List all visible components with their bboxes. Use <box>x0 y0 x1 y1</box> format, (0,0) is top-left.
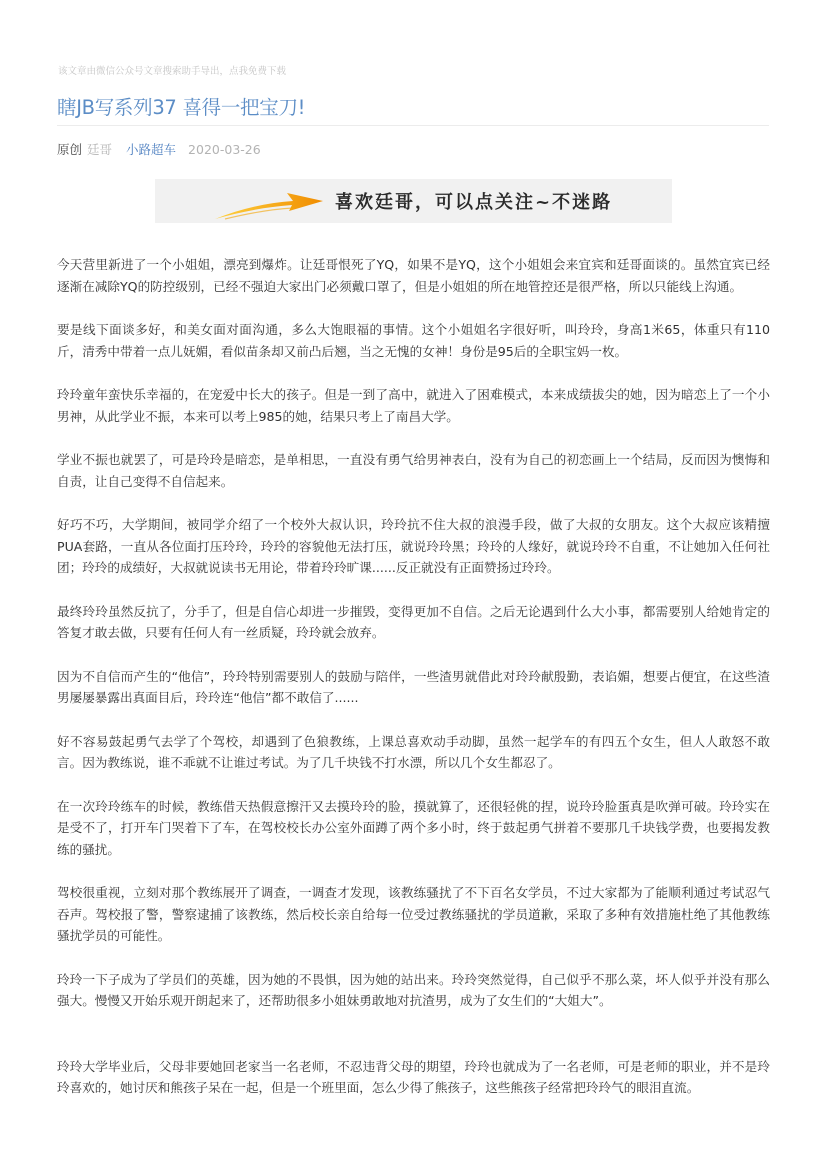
paragraph: 学业不振也就罢了，可是玲玲是暗恋，是单相思，一直没有勇气给男神表白，没有为自己的初恋画上一个结局，反而因为懊悔和自责，让自己变得不自信起来。 <box>57 452 770 489</box>
paragraph: 在一次玲玲练车的时候，教练借天热假意擦汗又去摸玲玲的脸，摸就算了，还很轻佻的捏，说玲玲脸蛋真是吹弹可破。玲玲实在是受不了，打开车门哭着下了车，在驾校校长办公室外面蹲了两个多小时，终于鼓起勇气拼着不要那几千块钱学费，也要揭发教练的骚扰。 <box>57 798 770 857</box>
paragraph: 好巧不巧，大学期间，被同学介绍了一个校外大叔认识，玲玲抗不住大叔的浪漫手段，做了大叔的女朋友。这个大叔应该精擅PUA套路，一直从各位面打压玲玲，玲玲的容貌他无法打压，就说玲玲黑；玲玲的人缘好，就说玲玲不自重，不让她加入任何社团；玲玲的成绩好，大叔就说读书无用论，带着玲玲旷课......反正就没有正面赞扬过玲玲。 <box>57 517 770 575</box>
follow-banner <box>155 179 672 223</box>
title-divider <box>57 125 769 126</box>
paragraph: 玲玲童年蛮快乐幸福的，在宠爱中长大的孩子。但是一到了高中，就进入了困难模式，本来成绩拔尖的她，因为暗恋上了一个小男神，从此学业不振，本来可以考上985的她，结果只考上了南昌大学。 <box>57 387 770 424</box>
paragraph: 玲玲一下子成为了学员们的英雄，因为她的不畏惧，因为她的站出来。玲玲突然觉得，自己似乎不那么菜，坏人似乎并没有那么强大。慢慢又开始乐观开朗起来了，还帮助很多小姐妹勇敢地对抗渣男，成为了女生们的“大姐大”。 <box>57 971 770 1008</box>
original-label: 原创 <box>57 142 83 157</box>
article-title: 瞎JB写系列37 喜得一把宝刀! <box>57 96 306 119</box>
paragraph: 今天营里新进了一个小姐姐，漂亮到爆炸。让廷哥恨死了YQ，如果不是YQ，这个小姐姐会来宜宾和廷哥面谈的。虽然宜宾已经逐渐在减除YQ的防控级别，已经不强迫大家出门必须戴口罩了，但是小姐姐的所在地管控还是很严格，所以只能线上沟通。 <box>57 257 770 294</box>
paragraph: 最终玲玲虽然反抗了，分手了，但是自信心却进一步摧毁，变得更加不自信。之后无论遇到什么大小事，都需要别人给她肯定的答复才敢去做，只要有任何人有一丝质疑，玲玲就会放弃。 <box>57 603 770 640</box>
paragraph: 要是线下面谈多好，和美女面对面沟通，多么大饱眼福的事情。这个小姐姐名字很好听，叫玲玲，身高1米65，体重只有110斤，清秀中带着一点儿妩媚，看似苗条却又前凸后翘，当之无愧的女神！身份是95后的全职宝妈一枚。 <box>57 322 770 359</box>
export-notice-link[interactable]: 该文章由微信公众号文章搜索助手导出，点我免费下载 <box>58 66 287 77</box>
paragraph: 好不容易鼓起勇气去学了个驾校，却遇到了色狼教练，上课总喜欢动手动脚，虽然一起学车的有四五个女生，但人人敢怒不敢言。因为教练说，谁不乖就不让谁过考试。为了几千块钱不打水漂，所以几个女生都忍了。 <box>57 733 770 770</box>
paragraph: 玲玲大学毕业后，父母非要她回老家当一名老师，不忍违背父母的期望，玲玲也就成为了一名老师，可是老师的职业，并不是玲玲喜欢的，她讨厌和熊孩子呆在一起，但是一个班里面，怎么少得了熊孩子，这些熊孩子经常把玲玲气的眼泪直流。 <box>57 1058 770 1095</box>
account-link[interactable]: 小路超车 <box>126 142 177 157</box>
article-meta <box>57 140 261 158</box>
article-body <box>57 254 770 1121</box>
banner-text: 喜欢廷哥，可以点关注~不迷路 <box>335 192 613 213</box>
publish-date: 2020-03-26 <box>188 142 261 157</box>
paragraph: 驾校很重视，立刻对那个教练展开了调查，一调查才发现，该教练骚扰了不下百名女学员，不过大家都为了能顺利通过考试忍气吞声。驾校报了警，警察逮捕了该教练，然后校长亲自给每一位受过教练骚扰的学员道歉，采取了多种有效措施杜绝了其他教练骚扰学员的可能性。 <box>57 885 770 943</box>
paragraph: 因为不自信而产生的“他信”，玲玲特别需要别人的鼓励与陪伴，一些渣男就借此对玲玲献殷勤，表谄媚，想要占便宜，在这些渣男屡屡暴露出真面目后，玲玲连“他信”都不敢信了...... <box>57 668 770 705</box>
author-name: 廷哥 <box>87 142 113 157</box>
